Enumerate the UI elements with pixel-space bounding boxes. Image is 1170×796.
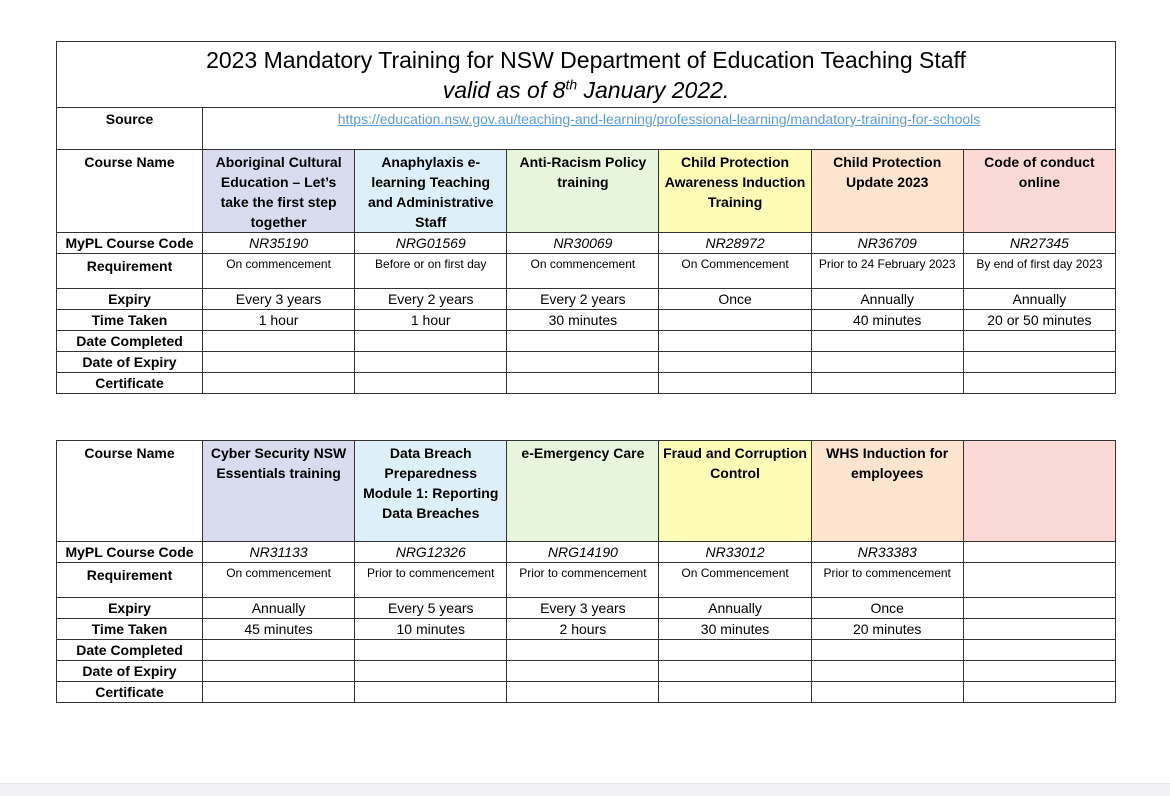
course-code: NR28972 [659, 233, 811, 254]
requirement: On Commencement [659, 254, 811, 289]
requirement: Prior to 24 February 2023 [811, 254, 963, 289]
expiry: Every 2 years [355, 289, 507, 310]
requirement: On Commencement [659, 563, 811, 598]
course-code: NR27345 [963, 233, 1115, 254]
date-of-expiry-label: Date of Expiry [57, 352, 203, 373]
time-taken: 30 minutes [507, 310, 659, 331]
page-bottom-edge [0, 783, 1170, 796]
requirement: Before or on first day [355, 254, 507, 289]
date-of-expiry-cell[interactable] [963, 661, 1115, 682]
requirement-label: Requirement [57, 563, 203, 598]
time-taken: 40 minutes [811, 310, 963, 331]
course-name: Child Protection Awareness Induction Training [659, 150, 811, 233]
time-taken: 20 minutes [811, 619, 963, 640]
requirement [963, 563, 1115, 598]
date-completed-cell[interactable] [507, 640, 659, 661]
course-code: NR36709 [811, 233, 963, 254]
expiry: Every 5 years [355, 598, 507, 619]
expiry: Annually [811, 289, 963, 310]
date-of-expiry-cell[interactable] [659, 661, 811, 682]
certificate-cell[interactable] [203, 682, 355, 703]
course-code: NR33012 [659, 542, 811, 563]
course-name: Fraud and Corruption Control [659, 441, 811, 542]
course-code: NRG14190 [507, 542, 659, 563]
date-of-expiry-label: Date of Expiry [57, 661, 203, 682]
time-taken: 10 minutes [355, 619, 507, 640]
time-taken-label: Time Taken [57, 310, 203, 331]
time-taken [659, 310, 811, 331]
expiry: Once [659, 289, 811, 310]
certificate-cell[interactable] [659, 682, 811, 703]
source-link[interactable]: https://education.nsw.gov.au/teaching-and-learning/professional-learning/mandatory-training-for-schools [337, 111, 981, 127]
course-name: Aboriginal Cultural Education – Let’s take the first step together [203, 150, 355, 233]
date-of-expiry-cell[interactable] [355, 352, 507, 373]
training-table-1 [56, 41, 1116, 394]
course-code-label: MyPL Course Code [57, 542, 203, 563]
course-code: NR33383 [811, 542, 963, 563]
requirement-label: Requirement [57, 254, 203, 289]
course-name [963, 441, 1115, 542]
course-name: Anti-Racism Policy training [507, 150, 659, 233]
requirement: On commencement [507, 254, 659, 289]
training-table-2 [56, 440, 1116, 703]
source-label: Source [57, 108, 203, 150]
course-code: NRG12326 [355, 542, 507, 563]
time-taken [963, 619, 1115, 640]
date-completed-cell[interactable] [659, 331, 811, 352]
expiry: Every 3 years [203, 289, 355, 310]
certificate-cell[interactable] [811, 373, 963, 394]
course-code: NRG01569 [355, 233, 507, 254]
requirement: Prior to commencement [811, 563, 963, 598]
certificate-cell[interactable] [203, 373, 355, 394]
certificate-cell[interactable] [355, 373, 507, 394]
date-of-expiry-cell[interactable] [507, 352, 659, 373]
expiry: Annually [203, 598, 355, 619]
expiry-label: Expiry [57, 598, 203, 619]
certificate-cell[interactable] [355, 682, 507, 703]
course-name: Cyber Security NSW Essentials training [203, 441, 355, 542]
certificate-cell[interactable] [811, 682, 963, 703]
time-taken: 20 or 50 minutes [963, 310, 1115, 331]
course-name: Child Protection Update 2023 [811, 150, 963, 233]
title-main: 2023 Mandatory Training for NSW Department of Education Teaching Staff [206, 47, 966, 73]
time-taken-label: Time Taken [57, 619, 203, 640]
time-taken: 45 minutes [203, 619, 355, 640]
requirement: On commencement [203, 254, 355, 289]
time-taken: 1 hour [203, 310, 355, 331]
time-taken: 2 hours [507, 619, 659, 640]
date-completed-cell[interactable] [963, 331, 1115, 352]
date-completed-cell[interactable] [203, 640, 355, 661]
expiry [963, 598, 1115, 619]
course-name-label: Course Name [57, 441, 203, 542]
date-completed-cell[interactable] [811, 331, 963, 352]
date-of-expiry-cell[interactable] [659, 352, 811, 373]
certificate-cell[interactable] [507, 682, 659, 703]
course-name: Anaphylaxis e-learning Teaching and Administrative Staff [355, 150, 507, 233]
date-of-expiry-cell[interactable] [507, 661, 659, 682]
date-completed-cell[interactable] [963, 640, 1115, 661]
date-of-expiry-cell[interactable] [203, 352, 355, 373]
certificate-cell[interactable] [507, 373, 659, 394]
date-completed-cell[interactable] [659, 640, 811, 661]
certificate-cell[interactable] [963, 682, 1115, 703]
date-completed-cell[interactable] [203, 331, 355, 352]
course-name: Code of conduct online [963, 150, 1115, 233]
expiry: Every 2 years [507, 289, 659, 310]
date-completed-cell[interactable] [811, 640, 963, 661]
expiry: Every 3 years [507, 598, 659, 619]
course-code-label: MyPL Course Code [57, 233, 203, 254]
date-of-expiry-cell[interactable] [203, 661, 355, 682]
expiry: Once [811, 598, 963, 619]
certificate-label: Certificate [57, 682, 203, 703]
date-completed-label: Date Completed [57, 331, 203, 352]
course-name-label: Course Name [57, 150, 203, 233]
requirement: By end of first day 2023 [963, 254, 1115, 289]
date-completed-cell[interactable] [355, 331, 507, 352]
document-title [57, 42, 1116, 108]
title-subtitle: valid as of 8th January 2022. [442, 76, 730, 103]
course-name: WHS Induction for employees [811, 441, 963, 542]
source-cell [203, 108, 1116, 150]
requirement: Prior to commencement [507, 563, 659, 598]
requirement: Prior to commencement [355, 563, 507, 598]
certificate-label: Certificate [57, 373, 203, 394]
time-taken: 1 hour [355, 310, 507, 331]
date-of-expiry-cell[interactable] [811, 352, 963, 373]
date-completed-label: Date Completed [57, 640, 203, 661]
course-code: NR31133 [203, 542, 355, 563]
course-name: e-Emergency Care [507, 441, 659, 542]
expiry-label: Expiry [57, 289, 203, 310]
date-of-expiry-cell[interactable] [355, 661, 507, 682]
date-of-expiry-cell[interactable] [963, 352, 1115, 373]
expiry: Annually [963, 289, 1115, 310]
course-code [963, 542, 1115, 563]
course-code: NR35190 [203, 233, 355, 254]
date-of-expiry-cell[interactable] [811, 661, 963, 682]
requirement: On commencement [203, 563, 355, 598]
certificate-cell[interactable] [659, 373, 811, 394]
course-name: Data Breach Preparedness Module 1: Reporting Data Breaches [355, 441, 507, 542]
course-code: NR30069 [507, 233, 659, 254]
date-completed-cell[interactable] [355, 640, 507, 661]
date-completed-cell[interactable] [507, 331, 659, 352]
certificate-cell[interactable] [963, 373, 1115, 394]
expiry: Annually [659, 598, 811, 619]
time-taken: 30 minutes [659, 619, 811, 640]
